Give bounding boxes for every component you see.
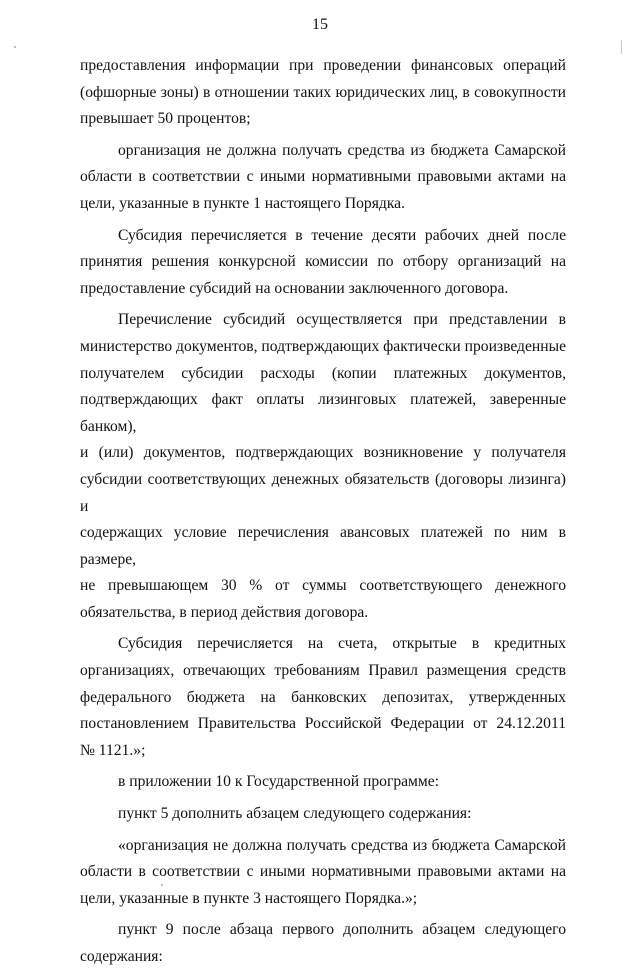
text-line: предоставление субсидий на основании заключенного договора. [80, 279, 509, 297]
scan-speck [14, 46, 16, 48]
paragraph [80, 833, 566, 913]
text-line: Субсидия перечисляется в течение десяти рабочих дней после [118, 226, 566, 244]
text-line: цели, указанные в пункте 3 настоящего Порядка.»; [80, 889, 418, 907]
text-line: министерство документов, подтверждающих фактически произведенные [80, 337, 567, 355]
text-line: № 1121.»; [80, 741, 146, 759]
text-line: Перечисление субсидий осуществляется при представлении в [118, 311, 566, 329]
text-line: превышает 50 процентов; [80, 110, 251, 128]
text-line: принятия решения конкурсной комиссии по отбору организаций на [80, 253, 566, 271]
text-line: не превышающем 30 % от суммы соответствующего денежного [80, 577, 566, 595]
text-line: организациях, отвечающих требованиям Правил размещения средств [80, 662, 566, 680]
paragraph [80, 53, 566, 133]
paragraph [80, 917, 566, 970]
paragraph [80, 631, 566, 764]
text-line: обязательства, в период действия договора. [80, 603, 369, 621]
text-line: федерального бюджета на банковских депозитах, утвержденных [80, 688, 566, 706]
text-line: получателем субсидии расходы (копии платежных документов, [80, 364, 566, 382]
text-line: содержащих условие перечисления авансовых платежей по ним в размере, [80, 524, 566, 568]
text-line: пункт 5 дополнить абзацем следующего содержания: [118, 805, 472, 823]
paragraph [80, 223, 566, 303]
text-line: Субсидия перечисляется на счета, открытые в кредитных [118, 635, 566, 653]
text-line: и (или) документов, подтверждающих возникновение у получателя [80, 444, 566, 462]
page-number: 15 [312, 16, 328, 33]
text-line: постановлением Правительства Российской Федерации от 24.12.2011 [80, 715, 566, 733]
text-line: организация не должна получать средства из бюджета Самарской [118, 141, 566, 159]
paragraph [80, 307, 566, 626]
paragraph [80, 138, 566, 218]
text-line: (офшорные зоны) в отношении таких юридических лиц, в совокупности [80, 83, 566, 101]
text-line: содержания: [80, 948, 163, 965]
document-body [80, 53, 566, 976]
text-line: пункт 9 после абзаца первого дополнить абзацем следующего [118, 921, 566, 939]
text-line: «организация не должна получать средства из бюджета Самарской [118, 836, 566, 854]
paragraph [80, 801, 566, 828]
text-line: подтверждающих факт оплаты лизинговых платежей, заверенные банком), [80, 391, 566, 435]
text-line: цели, указанные в пункте 1 настоящего Порядка. [80, 194, 405, 212]
text-line: в приложении 10 к Государственной программе: [118, 773, 440, 791]
text-line: области в соответствии с иными нормативными правовыми актами на [80, 168, 566, 186]
text-line: области в соответствии с иными нормативными правовыми актами на [80, 863, 566, 881]
text-line: субсидии соответствующих денежных обязательств (договоры лизинга) и [80, 470, 566, 515]
scan-edge-line [621, 40, 622, 54]
text-line: предоставления информации при проведении финансовых операций [80, 57, 566, 74]
paragraph [80, 769, 566, 796]
